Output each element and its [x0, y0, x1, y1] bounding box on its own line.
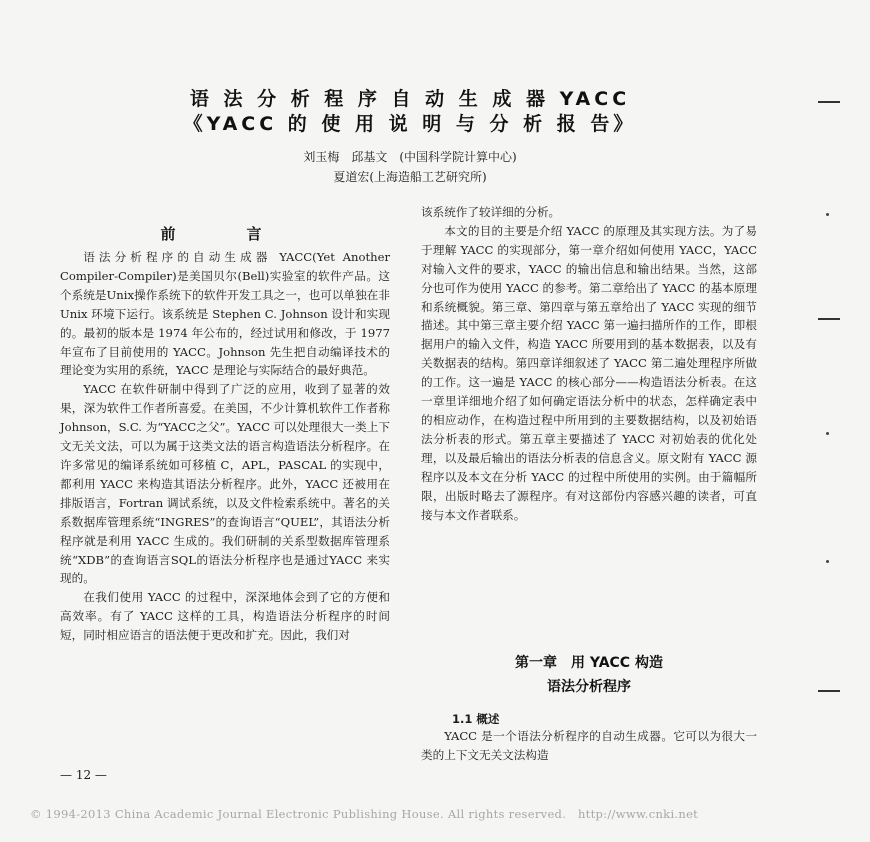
- section-body: [421, 727, 757, 765]
- margin-dot: [826, 432, 829, 435]
- chapter-heading-line2: 语法分析程序: [547, 679, 631, 695]
- paragraph: 该系统作了较详细的分析。: [421, 205, 561, 219]
- paragraph: YACC 在软件研制中得到了广泛的应用，收到了显著的效果，深为软件工作者所喜爱。在美国，不少计算机软件工作者称 Johnson，S.C. 为“YACC之父”。YACC 可以处理很大一类上下文无关文法，可以为属于这类文法的语言构造语法分析程序。在许多常见的编译系统如可移植 C，APL，PASCAL 的实现中，都利用 YACC 来构造其语法分析程序。此外，YACC 还被用在排版语言，Fortran 调试系统，以及文件检索系统中。著名的关系数据库管理系统“INGRES”的查询语言“QUEL”，其语法分析程序就是利用 YACC 生成的。我们研制的关系型数据库管理系统“XDB”的查询语言SQL的语法分析程序也是通过YACC 来实现的。: [60, 382, 390, 586]
- left-column: [60, 248, 390, 645]
- margin-mark: [818, 318, 840, 320]
- margin-mark: [818, 101, 840, 103]
- page-number: — 12 —: [60, 768, 107, 782]
- section-heading: 1.1 概述: [452, 712, 500, 726]
- paragraph: 本文的目的主要是介绍 YACC 的原理及其实现方法。为了易于理解 YACC 的实现部分，第一章介绍如何使用 YACC，YACC 对输入文件的要求，YACC 的输出信息和输出结果。当然，这部分也可作为使用 YACC 的参考。第二章给出了 YACC 的基本原理和系统概貌。第三章、第四章与第五章给出了 YACC 实现的细节描述。其中第三章主要介绍 YACC 第一遍扫描所作的工作，即根据用户的输入文件，构造 YACC 所要用到的基本数据表，以及有关数据表的结构。第四章详细叙述了 YACC 第二遍处理程序所做的工作。这一遍是 YACC 的核心部分——构造语法分析表。在这一章里详细地介绍了如何确定语法分析中的状态，怎样确定表中的相应动作，在构造过程中所用到的主要数据结构，以及初始语法分析表的形式。第五章主要描述了 YACC 对初始表的优化处理，以及最后输出的语法分析表的信息含义。原文附有 YACC 源程序以及本文在分析 YACC 的过程中所使用的实例。由于篇幅所限，出版时略去了源程序。有对这部份内容感兴趣的读者，可直接与本文作者联系。: [421, 223, 757, 522]
- paragraph: 语法分析程序的自动生成器 YACC(Yet Another Compiler-Compiler)是美国贝尔(Bell)实验室的软件产品。这个系统是Unix操作系统下的软件开发工具之一，也可以单独在非 Unix 环境下运行。该系统是 Stephen C. Johnson 设计和实现的。最初的版本是 1974 年公布的，经过试用和修改，于 1977 年宣布了目前使用的 YACC。Johnson 先生把自动编译技术的理论变为实用的系统，YACC 是理论与实际结合的最好典范。: [60, 250, 390, 378]
- margin-dot: [826, 560, 829, 563]
- right-column: [421, 203, 757, 524]
- article-title: 语 法 分 析 程 序 自 动 生 成 器 YACC: [189, 88, 631, 110]
- foreword-heading: 前 言: [160, 225, 290, 243]
- authors-secondary: 夏道宏(上海造船工艺研究所): [333, 170, 487, 184]
- copyright-footer: © 1994-2013 China Academic Journal Electronic Publishing House. All rights reserved. http://www.cnki.net: [30, 807, 699, 821]
- chapter-heading: 第一章 用 YACC 构造: [515, 655, 663, 671]
- authors-primary: 刘玉梅 邱基文 (中国科学院计算中心): [303, 150, 517, 164]
- paragraph: 在我们使用 YACC 的过程中，深深地体会到了它的方便和高效率。有了 YACC 这样的工具，构造语法分析程序的时间短，同时相应语言的语法便于更改和扩充。因此，我们对: [60, 590, 390, 643]
- article-subtitle: 《YACC 的 使 用 说 明 与 分 析 报 告》: [183, 113, 637, 135]
- margin-dot: [826, 213, 829, 216]
- margin-mark: [818, 690, 840, 692]
- paragraph: YACC 是一个语法分析程序的自动生成器。它可以为很大一类的上下文无关文法构造: [421, 729, 757, 762]
